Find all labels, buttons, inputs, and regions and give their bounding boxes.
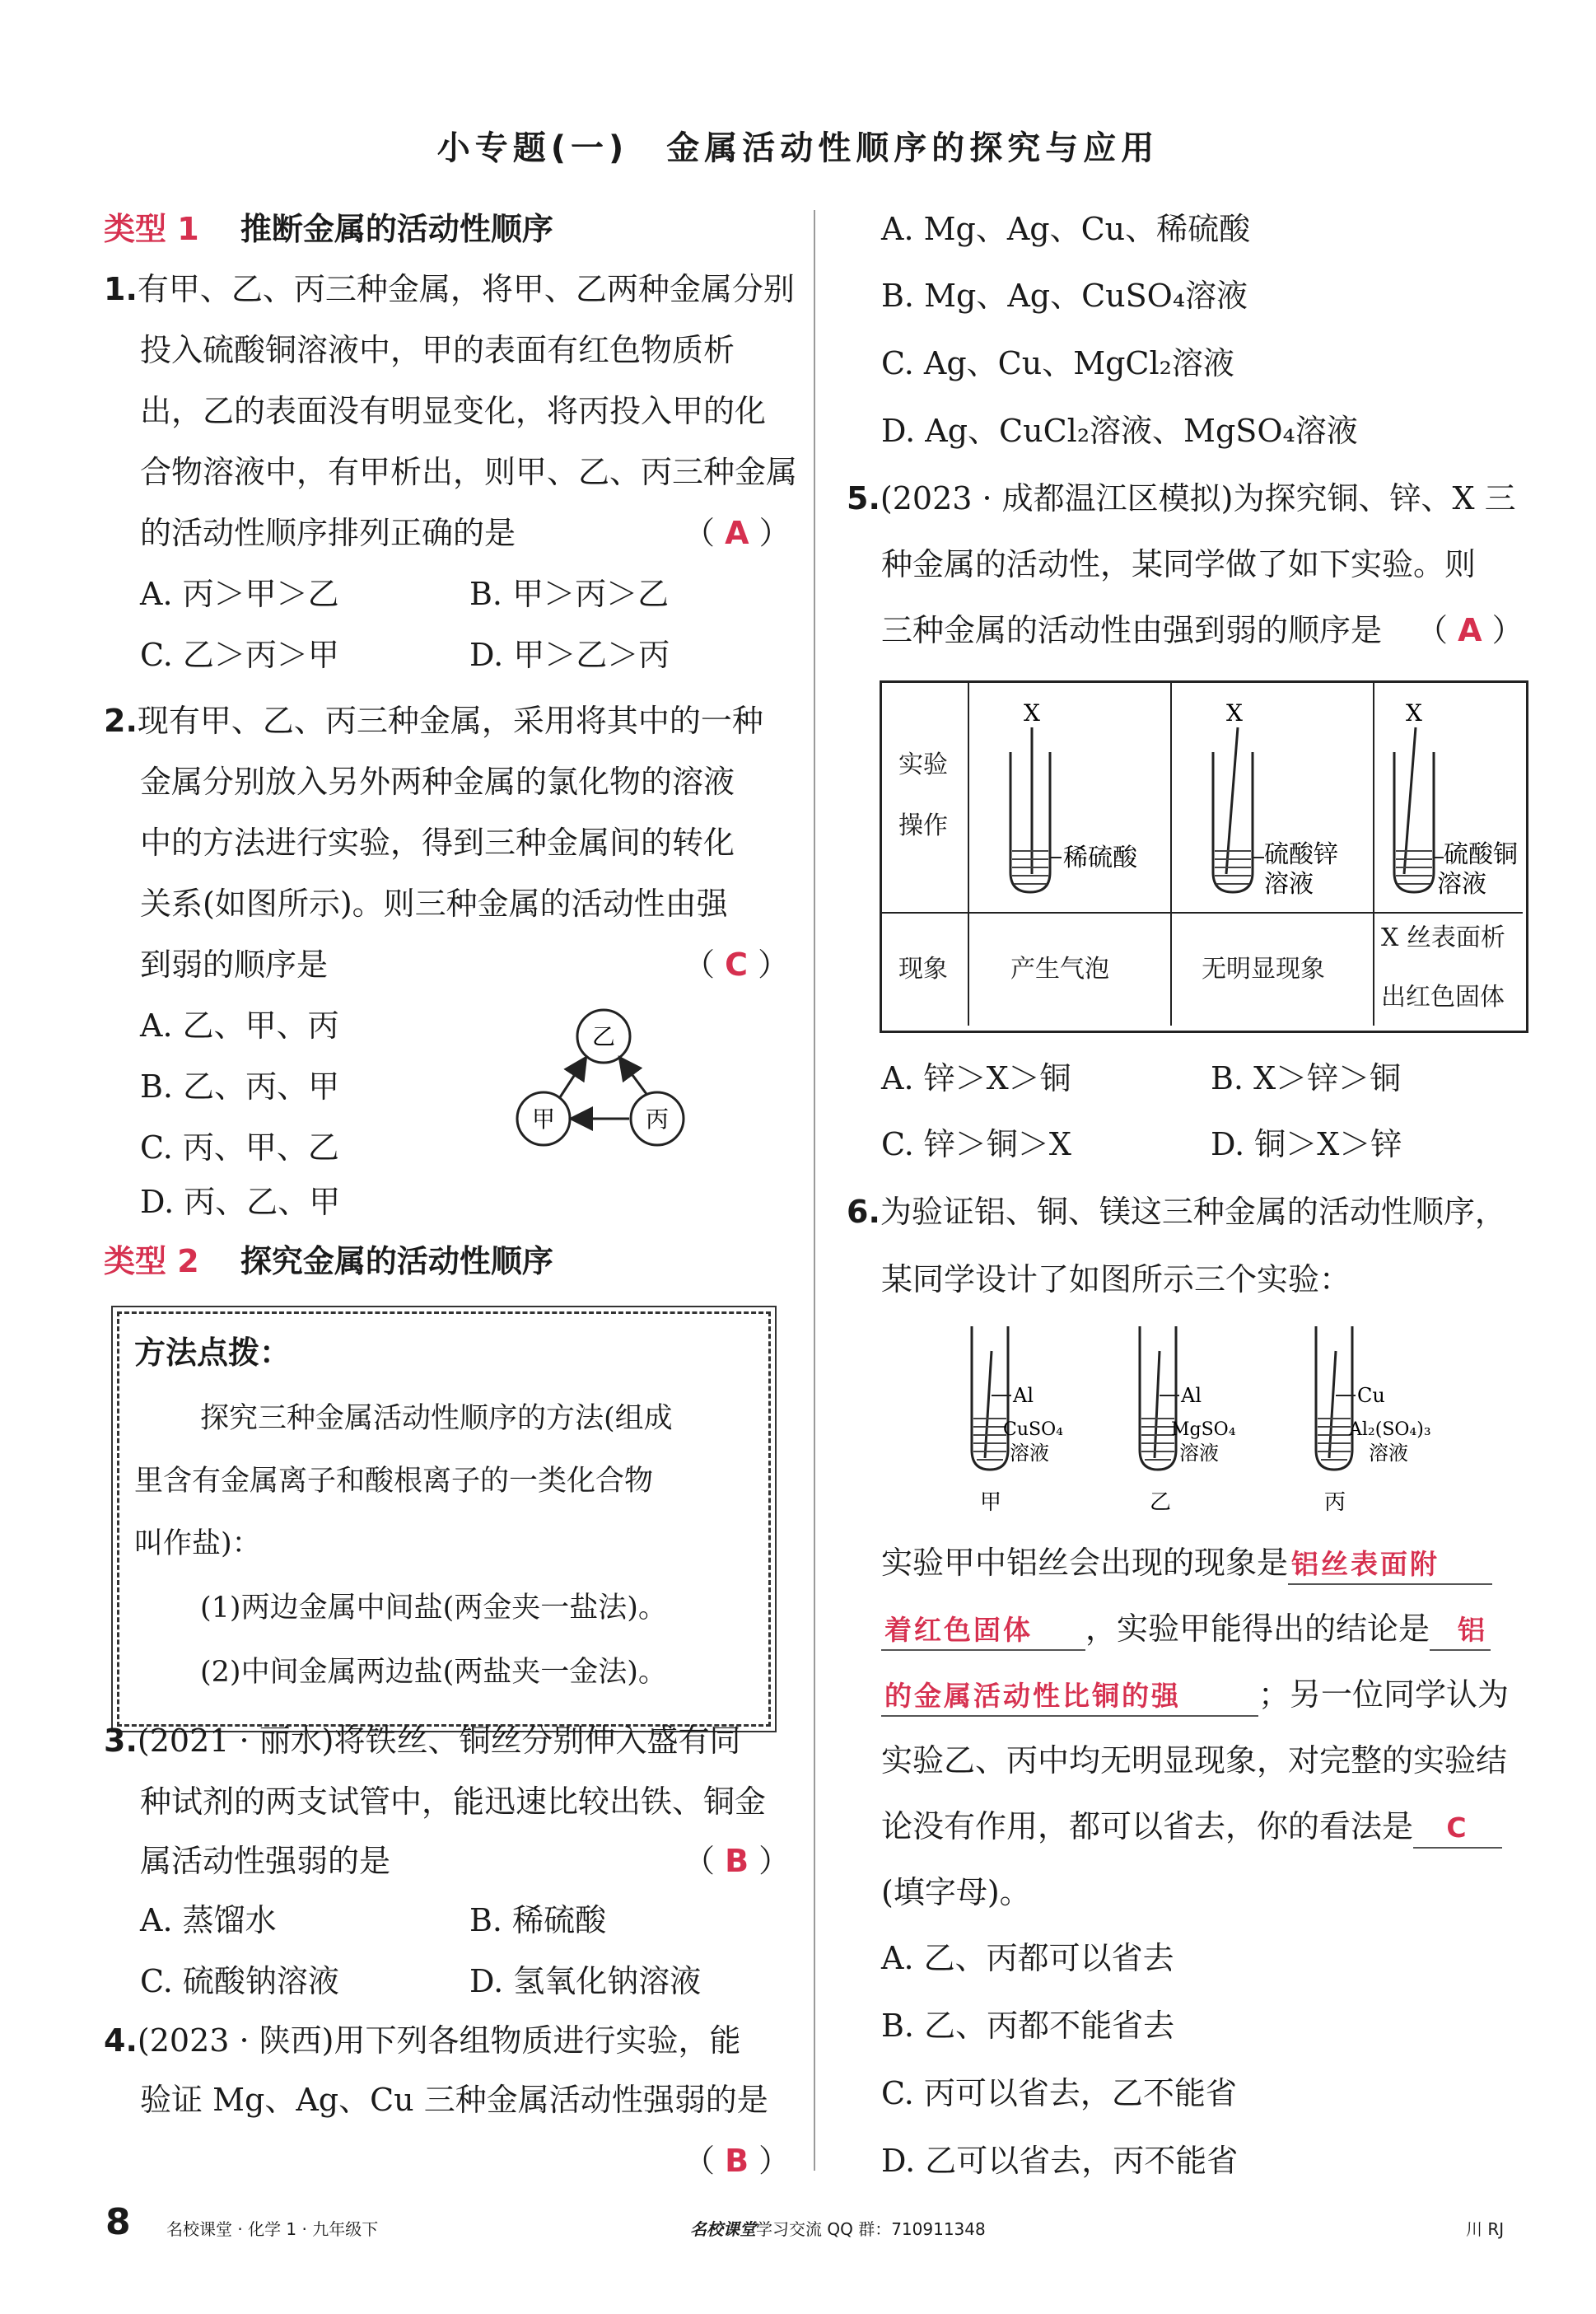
q3-line: 种试剂的两支试管中，能迅速比较出铁、铜金 bbox=[140, 1783, 767, 1820]
q2-number: 2. bbox=[104, 703, 138, 739]
type1-label: 类型 1 bbox=[104, 211, 199, 247]
q5-line: 种金属的活动性，某同学做了如下实验。则 bbox=[881, 546, 1477, 582]
q6-fill1b: 着红色固体 bbox=[881, 1611, 1085, 1651]
q2-answer: （ C ） bbox=[684, 947, 790, 983]
method-line: 探究三种金属活动性顺序的方法(组成 bbox=[200, 1402, 673, 1435]
q3-line: 属活动性强弱的是 bbox=[140, 1843, 391, 1879]
q2-line: 关系(如图所示)。则三种金属的活动性由强 bbox=[140, 886, 728, 922]
q2-option-a: A. 乙、甲、丙 bbox=[140, 1007, 339, 1044]
q1-option-d: D. 甲＞乙＞丙 bbox=[469, 637, 670, 673]
q5-answer: （ A ） bbox=[1416, 612, 1524, 648]
svg-text:甲: 甲 bbox=[980, 1490, 1002, 1515]
q6-text-line2: 着红色固体 ，实验甲能得出的结论是 铝 bbox=[881, 1610, 1491, 1651]
node-right-label: 丙 bbox=[645, 1106, 670, 1133]
q2-answer-letter: C bbox=[725, 947, 748, 983]
svg-text:X: X bbox=[1024, 699, 1040, 727]
q6-text-line3: 的金属活动性比铜的强 ；另一位同学认为 bbox=[881, 1676, 1509, 1717]
arrow-left-to-top bbox=[560, 1059, 585, 1097]
q4-answer-letter: B bbox=[725, 2143, 749, 2179]
q6-text-line6: (填字母)。 bbox=[881, 1874, 1031, 1910]
q5-line: (2023 · 成都温江区模拟)为探究铜、锌、X 三 bbox=[880, 480, 1516, 517]
table-cell-op2 bbox=[1172, 683, 1374, 914]
q6-option-b: B. 乙、丙都不能省去 bbox=[881, 2008, 1175, 2044]
table-cell-op1 bbox=[969, 683, 1172, 914]
q3-number: 3. bbox=[104, 1723, 138, 1759]
q3-option-d: D. 氢氧化钠溶液 bbox=[469, 1963, 702, 1999]
tube-dilute-sulfuric-acid bbox=[969, 683, 1170, 912]
svg-text:硫酸锌: 硫酸锌 bbox=[1264, 840, 1338, 869]
q3-option-b: B. 稀硫酸 bbox=[469, 1902, 607, 1938]
transformation-diagram bbox=[494, 997, 708, 1170]
q6-option-a: A. 乙、丙都可以省去 bbox=[881, 1940, 1174, 1976]
q5-option-d: D. 铜＞X＞锌 bbox=[1211, 1126, 1402, 1162]
arrow-right-to-top bbox=[621, 1059, 646, 1094]
q2-option-b: B. 乙、丙、甲 bbox=[140, 1068, 340, 1105]
q2-line: 现有甲、乙、丙三种金属，采用将其中的一种 bbox=[137, 703, 763, 739]
svg-text:X: X bbox=[1406, 699, 1422, 727]
q2-line: 中的方法进行实验，得到三种金属间的转化 bbox=[140, 825, 735, 861]
svg-text:溶液: 溶液 bbox=[1179, 1442, 1219, 1465]
type2-heading bbox=[104, 1242, 553, 1280]
svg-text:CuSO₄: CuSO₄ bbox=[1003, 1419, 1063, 1440]
method-tip-box bbox=[117, 1311, 771, 1727]
method-line: (1)两边金属中间盐(两金夹一盐法)。 bbox=[200, 1592, 667, 1624]
q4-option-b: B. Mg、Ag、CuSO₄溶液 bbox=[881, 278, 1248, 314]
type1-heading bbox=[104, 210, 553, 248]
q4-option-c: C. Ag、Cu、MgCl₂溶液 bbox=[881, 345, 1234, 381]
q6-option-d: D. 乙可以省去，丙不能省 bbox=[881, 2143, 1239, 2179]
q2-line: 到弱的顺序是 bbox=[140, 947, 329, 983]
q4-option-a: A. Mg、Ag、Cu、稀硫酸 bbox=[881, 211, 1251, 247]
q1-option-c: C. 乙＞丙＞甲 bbox=[140, 637, 339, 673]
type2-title: 探究金属的活动性顺序 bbox=[240, 1243, 553, 1279]
q5-answer-letter: A bbox=[1458, 612, 1482, 648]
q2-line: 金属分别放入另外两种金属的氯化物的溶液 bbox=[140, 764, 735, 800]
method-line: (2)中间金属两边盐(两盐夹一金法)。 bbox=[200, 1656, 667, 1689]
q1-answer: （ A ） bbox=[684, 515, 791, 551]
q1-answer-letter: A bbox=[725, 515, 749, 551]
q6-fill2b: 的金属活动性比铜的强 bbox=[881, 1677, 1258, 1717]
tube-zinc-sulfate bbox=[1172, 683, 1373, 912]
svg-text:硫酸铜: 硫酸铜 bbox=[1444, 840, 1518, 869]
row1-header-line1: 实验 bbox=[898, 750, 948, 779]
q3-answer: （ B ） bbox=[684, 1843, 791, 1879]
q3-option-c: C. 硫酸钠溶液 bbox=[140, 1963, 339, 1999]
footer-logo: 名校课堂 bbox=[690, 2219, 756, 2239]
footer-qq: 名校课堂学习交流 QQ 群：710911348 bbox=[690, 2219, 986, 2239]
method-line: 叫作盐)： bbox=[134, 1527, 261, 1560]
svg-text:X: X bbox=[1226, 699, 1243, 727]
q2-option-d: D. 丙、乙、甲 bbox=[140, 1184, 341, 1220]
svg-text:溶液: 溶液 bbox=[1437, 870, 1486, 899]
q1-option-a: A. 丙＞甲＞乙 bbox=[140, 576, 339, 612]
svg-text:MgSO₄: MgSO₄ bbox=[1171, 1419, 1236, 1440]
table-cell-op3 bbox=[1374, 683, 1523, 914]
q6-fill2a: 铝 bbox=[1430, 1611, 1491, 1651]
q5-line: 三种金属的活动性由强到弱的顺序是 bbox=[881, 612, 1383, 648]
tube-bing bbox=[1316, 1326, 1431, 1515]
svg-text:Al₂(SO₄)₃: Al₂(SO₄)₃ bbox=[1349, 1419, 1431, 1440]
table-phenomenon-3: X 丝表面析 出红色固体 bbox=[1381, 923, 1505, 1012]
svg-text:溶液: 溶液 bbox=[1264, 870, 1314, 899]
q6-text-line1: 实验甲中铝丝会出现的现象是 铝丝表面附 bbox=[881, 1544, 1492, 1585]
type1-title: 推断金属的活动性顺序 bbox=[240, 211, 553, 247]
page-number: 8 bbox=[105, 2201, 131, 2243]
q5-number: 5. bbox=[847, 480, 880, 517]
q4-option-d: D. Ag、CuCl₂溶液、MgSO₄溶液 bbox=[881, 413, 1358, 449]
svg-text:Al: Al bbox=[1013, 1384, 1034, 1407]
q4-number: 4. bbox=[104, 2022, 138, 2059]
svg-text:乙: 乙 bbox=[1150, 1490, 1172, 1515]
q5-option-c: C. 锌＞铜＞X bbox=[881, 1126, 1071, 1162]
q6-line: 某同学设计了如图所示三个实验： bbox=[881, 1261, 1351, 1297]
node-left-label: 甲 bbox=[531, 1106, 556, 1133]
table-row1-header bbox=[882, 683, 969, 914]
tube-yi bbox=[1140, 1326, 1236, 1515]
svg-text:丙: 丙 bbox=[1324, 1490, 1346, 1515]
type2-label: 类型 2 bbox=[104, 1243, 199, 1279]
q2-option-c: C. 丙、甲、乙 bbox=[140, 1129, 339, 1166]
q6-line: 为验证铝、铜、镁这三种金属的活动性顺序， bbox=[880, 1194, 1506, 1230]
q6-text-line5: 论没有作用，都可以省去，你的看法是 C bbox=[881, 1807, 1502, 1849]
q1-option-b: B. 甲＞丙＞乙 bbox=[469, 576, 670, 612]
footer-book: 名校课堂 · 化学 1 · 九年级下 bbox=[166, 2219, 379, 2239]
q4-line: 验证 Mg、Ag、Cu 三种金属活动性强弱的是 bbox=[140, 2082, 768, 2118]
experiment-table bbox=[880, 680, 1528, 1033]
tube-jia bbox=[972, 1326, 1063, 1515]
q5-option-a: A. 锌＞X＞铜 bbox=[881, 1060, 1071, 1096]
svg-text:溶液: 溶液 bbox=[1369, 1442, 1408, 1465]
q6-number: 6. bbox=[847, 1194, 880, 1230]
q3-option-a: A. 蒸馏水 bbox=[140, 1902, 277, 1938]
q1-line: 的活动性顺序排列正确的是 bbox=[140, 515, 516, 551]
q6-fill1a: 铝丝表面附 bbox=[1288, 1545, 1492, 1585]
method-line: 里含有金属离子和酸根离子的一类化合物 bbox=[134, 1465, 654, 1498]
svg-text:Cu: Cu bbox=[1357, 1384, 1385, 1407]
q5-option-b: B. X＞锌＞铜 bbox=[1211, 1060, 1402, 1096]
page-title: 小专题(一) 金属活动性顺序的探究与应用 bbox=[436, 129, 1160, 167]
svg-text:Al: Al bbox=[1181, 1384, 1202, 1407]
q6-test-tubes bbox=[906, 1318, 1482, 1516]
footer-edition: 川 RJ bbox=[1466, 2219, 1505, 2239]
column-divider bbox=[814, 210, 815, 2171]
node-top-label: 乙 bbox=[591, 1023, 616, 1050]
method-title: 方法点拨： bbox=[134, 1335, 292, 1371]
q1-line: 合物溶液中，有甲析出，则甲、乙、丙三种金属 bbox=[140, 454, 798, 490]
q3-answer-letter: B bbox=[725, 1843, 749, 1879]
row1-header-line2: 操作 bbox=[898, 811, 948, 840]
q1-number: 1. bbox=[104, 271, 138, 307]
q1-line: 有甲、乙、丙三种金属，将甲、乙两种金属分别 bbox=[137, 271, 795, 307]
svg-text:稀硫酸: 稀硫酸 bbox=[1063, 844, 1137, 872]
q6-fill3: C bbox=[1413, 1809, 1502, 1849]
q1-line: 投入硫酸铜溶液中，甲的表面有红色物质析 bbox=[140, 332, 735, 368]
q4-line: (2023 · 陕西)用下列各组物质进行实验，能 bbox=[137, 2022, 741, 2059]
q6-option-c: C. 丙可以省去，乙不能省 bbox=[881, 2075, 1237, 2111]
tube-copper-sulfate bbox=[1374, 683, 1523, 912]
svg-text:溶液: 溶液 bbox=[1010, 1442, 1049, 1465]
q1-line: 出，乙的表面没有明显变化，将丙投入甲的化 bbox=[140, 393, 767, 429]
table-phenomenon-1: 产生气泡 bbox=[969, 914, 1172, 1026]
table-phenomenon-2: 无明显现象 bbox=[1172, 914, 1374, 1026]
q6-text-line4: 实验乙、丙中均无明显现象，对完整的实验结 bbox=[881, 1742, 1508, 1779]
table-row2-header: 现象 bbox=[882, 914, 969, 1026]
q4-answer: （ B ） bbox=[684, 2143, 791, 2179]
q3-line: (2021 · 丽水)将铁丝、铜丝分别伸入盛有同 bbox=[137, 1723, 741, 1759]
